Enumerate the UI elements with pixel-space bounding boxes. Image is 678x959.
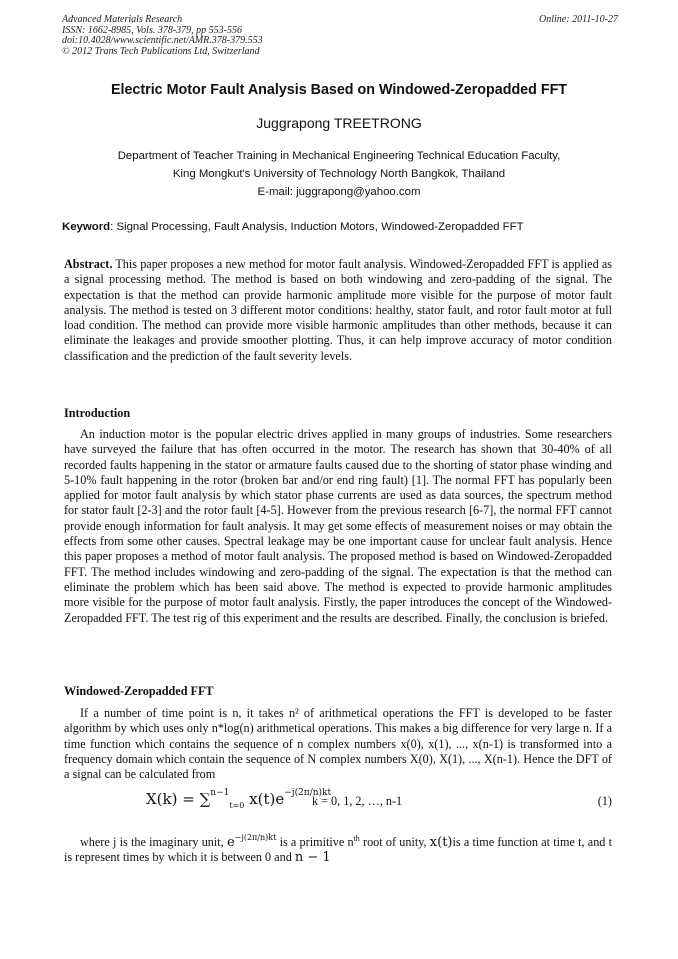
where-part-4: is a time function at time t, and t is represent times by which it is between 0 and (64, 835, 612, 865)
root-of-unity-expr (227, 835, 276, 850)
eq-sum-lower: t=0 (229, 801, 245, 810)
paper-title: Electric Motor Fault Analysis Based on Windowed-Zeropadded FFT (110, 82, 568, 98)
doi-line: doi:10.4028/www.scientific.net/AMR.378-379.553 (62, 35, 263, 46)
introduction-heading: Introduction (64, 406, 131, 420)
n-minus-1-symbol: n − 1 (294, 850, 331, 866)
abstract (64, 257, 612, 364)
author-email: E-mail: juggrapong@yahoo.com (257, 186, 421, 198)
eq-exponent: −j(2π/n)kt (284, 788, 332, 798)
eq-sum-symbol: ∑ (199, 790, 211, 808)
where-text (64, 830, 612, 866)
where-part-2: is a primitive n (276, 835, 354, 849)
online-date: Online: 2011-10-27 (539, 14, 618, 25)
equation-number: (1) (597, 794, 612, 808)
dft-formula (146, 788, 331, 810)
keywords-text: : Signal Processing, Fault Analysis, Induction Motors, Windowed-Zeropadded FFT (110, 221, 524, 233)
abstract-label: Abstract. (64, 257, 113, 271)
where-part-3: root of unity, (359, 835, 430, 849)
exp-sup: −j(2π/n)kt (234, 833, 277, 842)
equation-1 (146, 788, 612, 816)
abstract-text: This paper proposes a new method for motor fault analysis. Windowed-Zeropadded FFT is applied as a signal processing method. The method is based on both windowing and zero-padding of the signal. The expectation is that the method can provide harmonic amplitude more visible for the purpose of motor fault analysis. The method is tested on 3 different motor conditions: healthy, stator fault, and rotor fault motor at full load condition. The method can provide more visible harmonic amplitudes than other methods, because it can eliminate the leakages and provide smoother plotting. Thus, it can help improve accuracy of motor condition classification and the prediction of the fault severity levels. (64, 257, 612, 363)
wzfft-text: If a number of time point is n, it takes n² of arithmetical operations the FFT is developed to be faster algorithm by which uses only n*log(n) arithmetical operations. This makes a big difference for very large n. If a time function which contains the sequence of n complex numbers x(0), x(1), ..., x(n-1) is transformed into a frequency domain which contain the sequence of N complex numbers X(0), X(1), ..., X(n-1). Hence the DFT of a signal can be calculated from (64, 706, 612, 782)
where-part-1: where j is the imaginary unit, (80, 835, 227, 849)
eq-range: k = 0, 1, 2, …, n-1 (312, 794, 403, 808)
journal-header (62, 15, 618, 57)
affiliation-line-2: King Mongkut's University of Technology North Bangkok, Thailand (172, 168, 506, 180)
exp-base: e (226, 835, 235, 850)
affiliation-block (62, 147, 616, 201)
eq-sum-upper: n−1 (210, 788, 230, 798)
th-superscript: th (353, 833, 360, 843)
copyright-line: © 2012 Trans Tech Publications Ltd, Switzerland (62, 45, 260, 57)
keywords-label: Keyword (62, 221, 111, 233)
journal-name: Advanced Materials Research (62, 14, 183, 25)
xt-symbol: x(t) (429, 835, 453, 850)
issn-line: ISSN: 1662-8985, Vols. 378-379, pp 553-556 (62, 24, 242, 36)
wzfft-heading: Windowed-Zeropadded FFT (64, 684, 214, 698)
eq-lhs: X(k) = (146, 790, 200, 808)
introduction-text: An induction motor is the popular electric drives applied in many groups of industries. Some researchers have surveyed the failure that has often occurred in the motor. The research has shown that 30-40% of all recorded faults happening in the stator or armature faults caused due to the shorting of stator phase winding and 5-10% fault happening in the rotor (broken bar and/or end ring fault) [1]. The normal FFT has popularly been applied for motor fault analysis by which stator phase currents are used as data sources, the spectrum method for stator fault [2-3] and the rotor fault [4-5]. However from the previous research [6-7], the normal FFT cannot provide enough information for fault analysis. It may get some effects of measurement noises or may obtain the effects from some other causes. Spectral leakage may be one important cause for unclear fault analysis. Hence this paper proposes a method of motor fault analysis. The proposed method is based on Windowed-Zeropadded FFT. The method includes windowing and zero-padding of the signal. The expectation is that the method can eliminate the problem which has been said above. The method is expected to provide harmonic amplitudes more visible for the purpose of motor fault analysis. Firstly, the paper introduces the concept of the Windowed-Zeropadded FFT. The test rig of this experiment and the results are described. Finally, the conclusion is briefed. (64, 427, 612, 625)
keywords (62, 221, 618, 233)
author-name: Juggrapong TREETRONG (256, 115, 422, 131)
affiliation-line-1: Department of Teacher Training in Mechanical Engineering Technical Education Faculty, (117, 150, 561, 162)
eq-body: x(t)e (244, 790, 285, 808)
